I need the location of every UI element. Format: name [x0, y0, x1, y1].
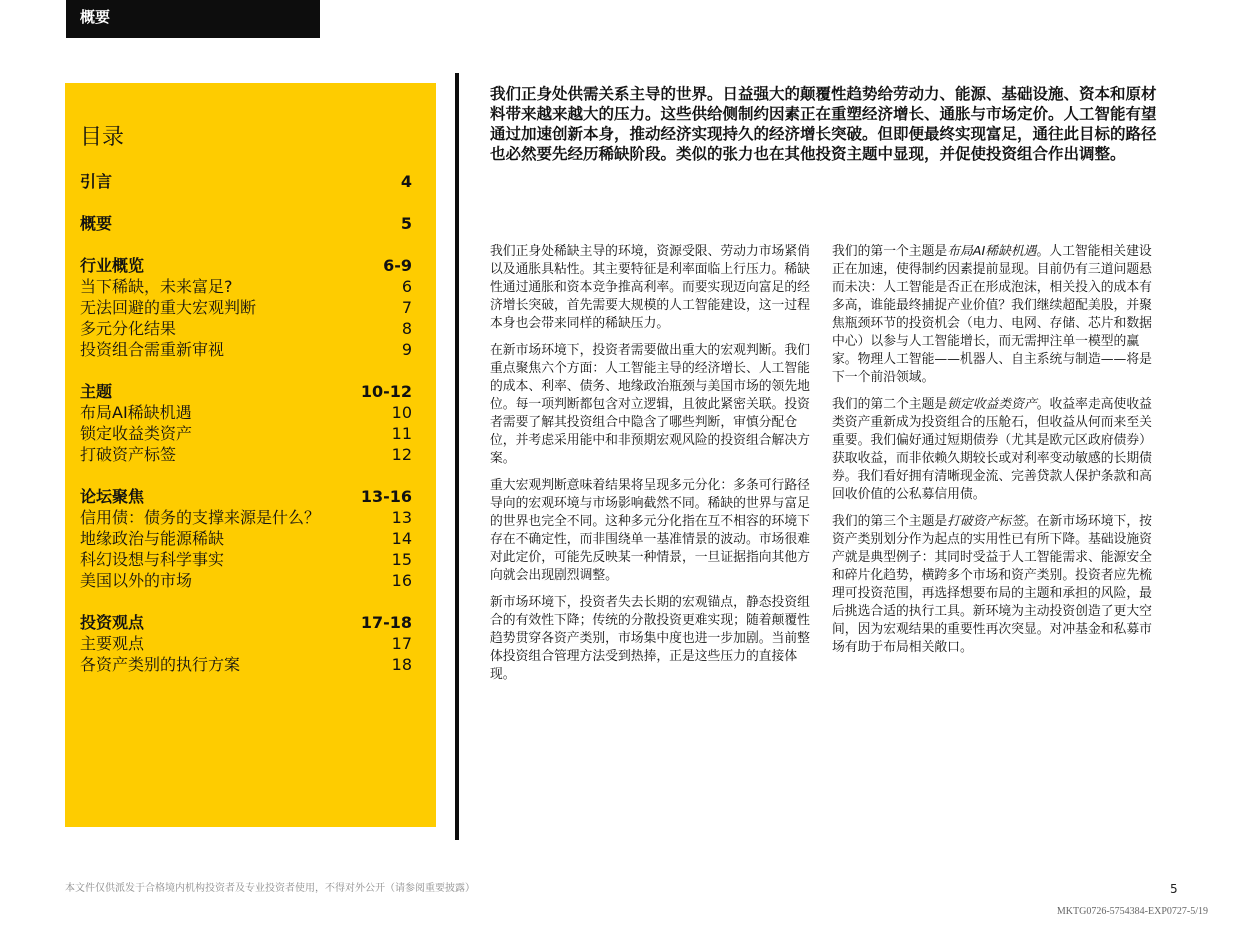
toc-entry[interactable] [80, 654, 412, 675]
toc-label: 主题 [80, 382, 113, 401]
intro-paragraph: 我们正身处供需关系主导的世界。日益强大的颠覆性趋势给劳动力、能源、基础设施、资本和原材料带来越来越大的压力。这些供给侧制约因素正在重塑经济增长、通胀与市场定价。人工智能有望通过加速创新本身，推动经济实现持久的经济增长突破。但即便最终实现富足，通往此目标的路径也必然要先经历稀缺阶段。类似的张力也在其他投资主题中显现，并促使投资组合作出调整。 [490, 85, 1157, 163]
toc-label: 多元分化结果 [80, 319, 177, 338]
text-span: 我们的第一个主题是 [832, 244, 948, 259]
toc-page-number: 7 [401, 298, 412, 317]
toc-entry[interactable] [80, 570, 412, 591]
body-column-left [490, 243, 818, 693]
toc-page-number: 10 [391, 403, 412, 422]
toc-label: 当下稀缺，未来富足? [80, 277, 233, 296]
page-number: 5 [1170, 882, 1178, 896]
toc-heading[interactable] [80, 486, 412, 507]
toc-entry[interactable] [80, 297, 412, 318]
toc-heading[interactable] [80, 612, 412, 633]
toc-page-number: 17 [391, 634, 412, 653]
document-code: MKTG0726-5754384-EXP0727-5/19 [1056, 906, 1208, 917]
toc-heading[interactable] [80, 171, 412, 192]
toc-entry[interactable] [80, 339, 412, 360]
toc-title: 目录 [80, 125, 125, 150]
paragraph: 我们正身处稀缺主导的环境，资源受限、劳动力市场紧俏以及通胀具粘性。其主要特征是利率面临上行压力。稀缺性通过通胀和资本竞争推高利率。而要实现迈向富足的经济增长突破，首先需要大规模的人工智能建设，这一过程本身也会带来同样的稀缺压力。 [490, 244, 810, 331]
paragraph: 重大宏观判断意味着结果将呈现多元分化：多条可行路径导向的宏观环境与市场影响截然不同。稀缺的世界与富足的世界也完全不同。这种多元分化指在互不相容的环境下存在不确定性，而非围绕单一基准情景的波动。市场很难对此定价，可能先反映某一种情景，一旦证据指向其他方向就会出现剧烈调整。 [490, 478, 810, 583]
toc-label: 科幻设想与科学事实 [80, 550, 225, 569]
toc-entry[interactable] [80, 444, 412, 465]
body-column-right [832, 243, 1160, 666]
toc-page-number: 17-18 [360, 613, 412, 632]
toc-page-number: 11 [391, 424, 412, 443]
toc-label: 打破资产标签 [80, 445, 177, 464]
section-tab: 概要 [66, 0, 320, 38]
toc-label: 概要 [80, 214, 113, 233]
toc-page-number: 13-16 [360, 487, 412, 506]
toc-label: 地缘政治与能源稀缺 [80, 529, 225, 548]
toc-entry[interactable] [80, 507, 412, 528]
disclaimer-note: 本文件仅供派发于合格境内机构投资者及专业投资者使用，不得对外公开（请参阅重要披露） [65, 883, 475, 894]
toc-label: 引言 [80, 172, 113, 191]
theme-paragraph [832, 396, 1160, 504]
toc-label: 布局AI稀缺机遇 [80, 403, 192, 422]
toc-page-number: 6 [401, 277, 412, 296]
vertical-divider [455, 73, 459, 840]
toc-entry[interactable] [80, 402, 412, 423]
toc-page-number: 10-12 [360, 382, 412, 401]
theme-name: 锁定收益类资产 [947, 397, 1037, 412]
toc-heading[interactable] [80, 213, 412, 234]
text-span: 我们的第二个主题是 [832, 397, 948, 412]
toc-entry[interactable] [80, 423, 412, 444]
toc-label: 信用债：债务的支撑来源是什么？ [80, 508, 321, 527]
theme-paragraph [832, 513, 1160, 657]
toc-label: 锁定收益类资产 [80, 424, 193, 443]
toc-label: 投资观点 [80, 613, 145, 632]
toc-page-number: 4 [400, 172, 412, 191]
toc-page-number: 18 [391, 655, 412, 674]
toc-entry[interactable] [80, 318, 412, 339]
toc-entry[interactable] [80, 276, 412, 297]
theme-paragraph [832, 243, 1160, 387]
toc-page-number: 15 [391, 550, 412, 569]
toc-label: 美国以外的市场 [80, 571, 193, 590]
toc-label: 投资组合需重新审视 [80, 340, 225, 359]
toc-group [80, 381, 412, 465]
paragraph: 新市场环境下，投资者失去长期的宏观锚点，静态投资组合的有效性下降；传统的分散投资更难实现；随着颠覆性趋势贯穿各资产类别，市场集中度也进一步加剧。当前整体投资组合管理方法受到热捧，正是这些压力的直接体现。 [490, 595, 810, 682]
theme-name: 打破资产标签 [947, 514, 1024, 529]
toc-page-number: 5 [400, 214, 412, 233]
toc-page-number: 9 [401, 340, 412, 359]
toc-label: 无法回避的重大宏观判断 [80, 298, 257, 317]
toc-label: 各资产类别的执行方案 [80, 655, 241, 674]
toc-page-number: 14 [391, 529, 412, 548]
toc-group [80, 255, 412, 360]
toc-group [80, 171, 412, 192]
toc-label: 主要观点 [80, 634, 145, 653]
toc-page-number: 8 [401, 319, 412, 338]
toc-entry[interactable] [80, 633, 412, 654]
text-span: 。在新市场环境下，按资产类别划分作为起点的实用性已有所下降。基础设施资产就是典型例子：其同时受益于人工智能需求、能源安全和碎片化趋势，横跨多个市场和资产类别。投资者应先梳理可投资范围，再选择想要布局的主题和承担的风险，最后挑选合适的执行工具。新环境为主动投资创造了更大空间，因为宏观结果的重要性再次突显。对冲基金和私募市场有助于布局相关敞口。 [832, 514, 1152, 655]
toc-page-number: 16 [391, 571, 412, 590]
toc-label: 论坛聚焦 [80, 487, 145, 506]
toc-entry[interactable] [80, 549, 412, 570]
table-of-contents [65, 83, 436, 827]
toc-heading[interactable] [80, 255, 412, 276]
toc-entry[interactable] [80, 528, 412, 549]
toc-page-number: 6-9 [383, 256, 412, 275]
text-span: 我们的第三个主题是 [832, 514, 948, 529]
toc-page-number: 12 [391, 445, 412, 464]
paragraph: 在新市场环境下，投资者需要做出重大的宏观判断。我们重点聚焦六个方面：人工智能主导的经济增长、人工智能的成本、利率、债务、地缘政治瓶颈与美国市场的领先地位。每一项判断都包含对立逻辑，且彼此紧密关联。投资者需要了解其投资组合中隐含了哪些判断，审慎分配仓位，并考虑采用能中和非预期宏观风险的投资组合解决方案。 [490, 343, 810, 466]
toc-groups [80, 171, 412, 675]
toc-label: 行业概览 [80, 256, 145, 275]
toc-group [80, 213, 412, 234]
text-span: 。收益率走高使收益类资产重新成为投资组合的压舱石，但收益从何而来至关重要。我们偏好通过短期债券（尤其是欧元区政府债券）获取收益，而非依赖久期较长或对利率变动敏感的长期债券。我们看好拥有清晰现金流、完善贷款人保护条款和高回收价值的公私募信用债。 [832, 397, 1152, 502]
toc-page-number: 13 [391, 508, 412, 527]
toc-group [80, 612, 412, 675]
theme-name: 布局AI稀缺机遇 [947, 244, 1037, 259]
toc-group [80, 486, 412, 591]
text-span: 。人工智能相关建设正在加速，使得制约因素提前显现。目前仍有三道问题悬而未决：人工智能是否正在形成泡沫，相关投入的成本有多高，谁能最终捕捉产业价值？我们继续超配美股，并聚焦瓶颈环节的投资机会（电力、电网、存储、芯片和数据中心）以参与人工智能增长，而无需押注单一模型的赢家。物理人工智能——机器人、自主系统与制造——将是下一个前沿领域。 [832, 244, 1152, 385]
toc-heading[interactable] [80, 381, 412, 402]
